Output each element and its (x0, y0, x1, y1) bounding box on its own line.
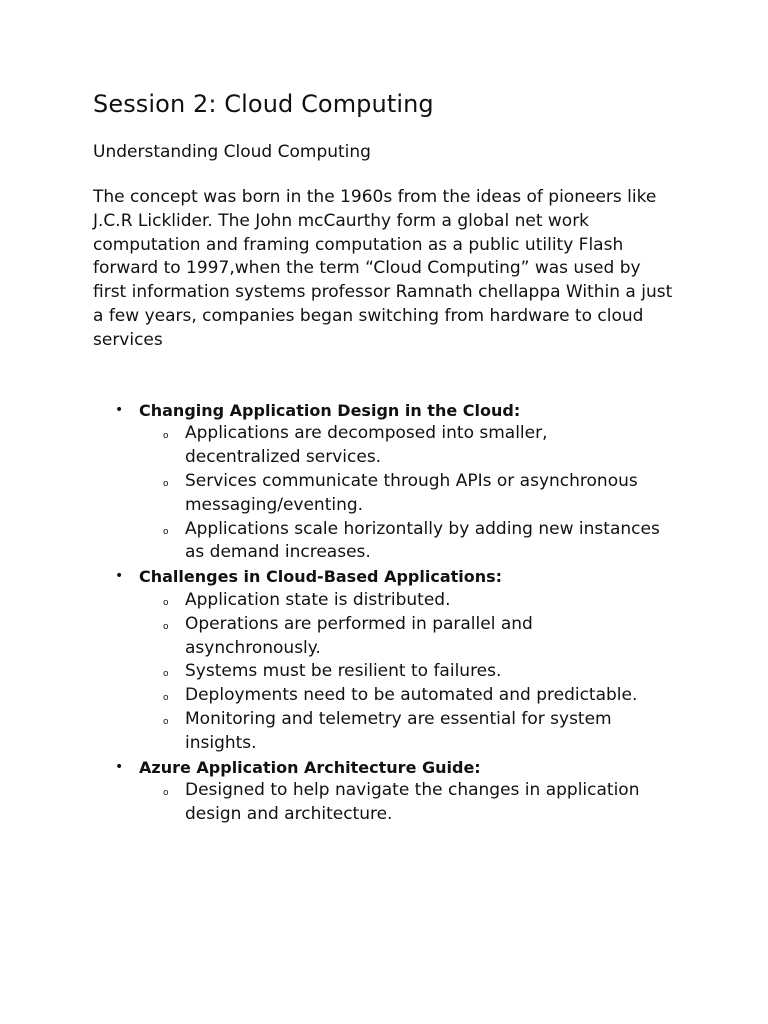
sub-list (139, 422, 678, 565)
hollow-bullet-icon: o (163, 716, 169, 727)
document-subtitle: Understanding Cloud Computing (93, 142, 371, 162)
hollow-bullet-icon: o (163, 788, 169, 799)
bullet-icon: • (115, 401, 124, 418)
list-item (139, 613, 665, 661)
bullet-icon: • (115, 758, 124, 775)
list-item (139, 684, 665, 708)
section-heading: Changing Application Design in the Cloud: (139, 400, 521, 420)
hollow-bullet-icon: o (163, 431, 169, 442)
list-item (139, 422, 665, 470)
list-item-text: Applications scale horizontally by adding new instances as demand increases. (185, 518, 660, 563)
list-item-text: Applications are decomposed into smaller, decentralized services. (185, 423, 548, 468)
sub-list (139, 589, 678, 756)
sub-list (139, 779, 678, 827)
list-item (139, 518, 665, 566)
list-item (139, 589, 665, 613)
list-item-text: Services communicate through APIs or asynchronous messaging/eventing. (185, 470, 638, 515)
list-item (139, 708, 665, 756)
hollow-bullet-icon: o (163, 478, 169, 489)
list-item-text: Designed to help navigate the changes in application design and architecture. (185, 780, 640, 825)
list-item-text: Monitoring and telemetry are essential for system insights. (185, 708, 612, 753)
list-item-text: Deployments need to be automated and predictable. (185, 685, 638, 706)
bullet-icon: • (115, 568, 124, 585)
outline-section-azure-guide (93, 756, 678, 827)
hollow-bullet-icon: o (163, 526, 169, 537)
list-item (139, 660, 665, 684)
outline-section-challenges (93, 565, 678, 755)
hollow-bullet-icon: o (163, 621, 169, 632)
outline-section-design (93, 399, 678, 566)
hollow-bullet-icon: o (163, 693, 169, 704)
section-heading: Challenges in Cloud-Based Applications: (139, 567, 503, 587)
section-heading: Azure Application Architecture Guide: (139, 757, 481, 777)
outline-list (93, 399, 678, 827)
list-item (139, 470, 665, 518)
list-item-text: Systems must be resilient to failures. (185, 661, 502, 682)
intro-paragraph: The concept was born in the 1960s from the ideas of pioneers like J.C.R Licklider. The John mcCaurthy form a global net work computation and framing computation as a public utility Flash forward to 1997,when the term “Cloud Computing” was used by first information systems professor Ramnath chellappa Within a just a few years, companies began switching from hardware to cloud services (93, 187, 673, 350)
list-item (139, 779, 665, 827)
hollow-bullet-icon: o (163, 597, 169, 608)
hollow-bullet-icon: o (163, 669, 169, 680)
list-item-text: Application state is distributed. (185, 589, 451, 610)
list-item-text: Operations are performed in parallel and asynchronously. (185, 613, 533, 658)
document-title: Session 2: Cloud Computing (93, 90, 434, 118)
